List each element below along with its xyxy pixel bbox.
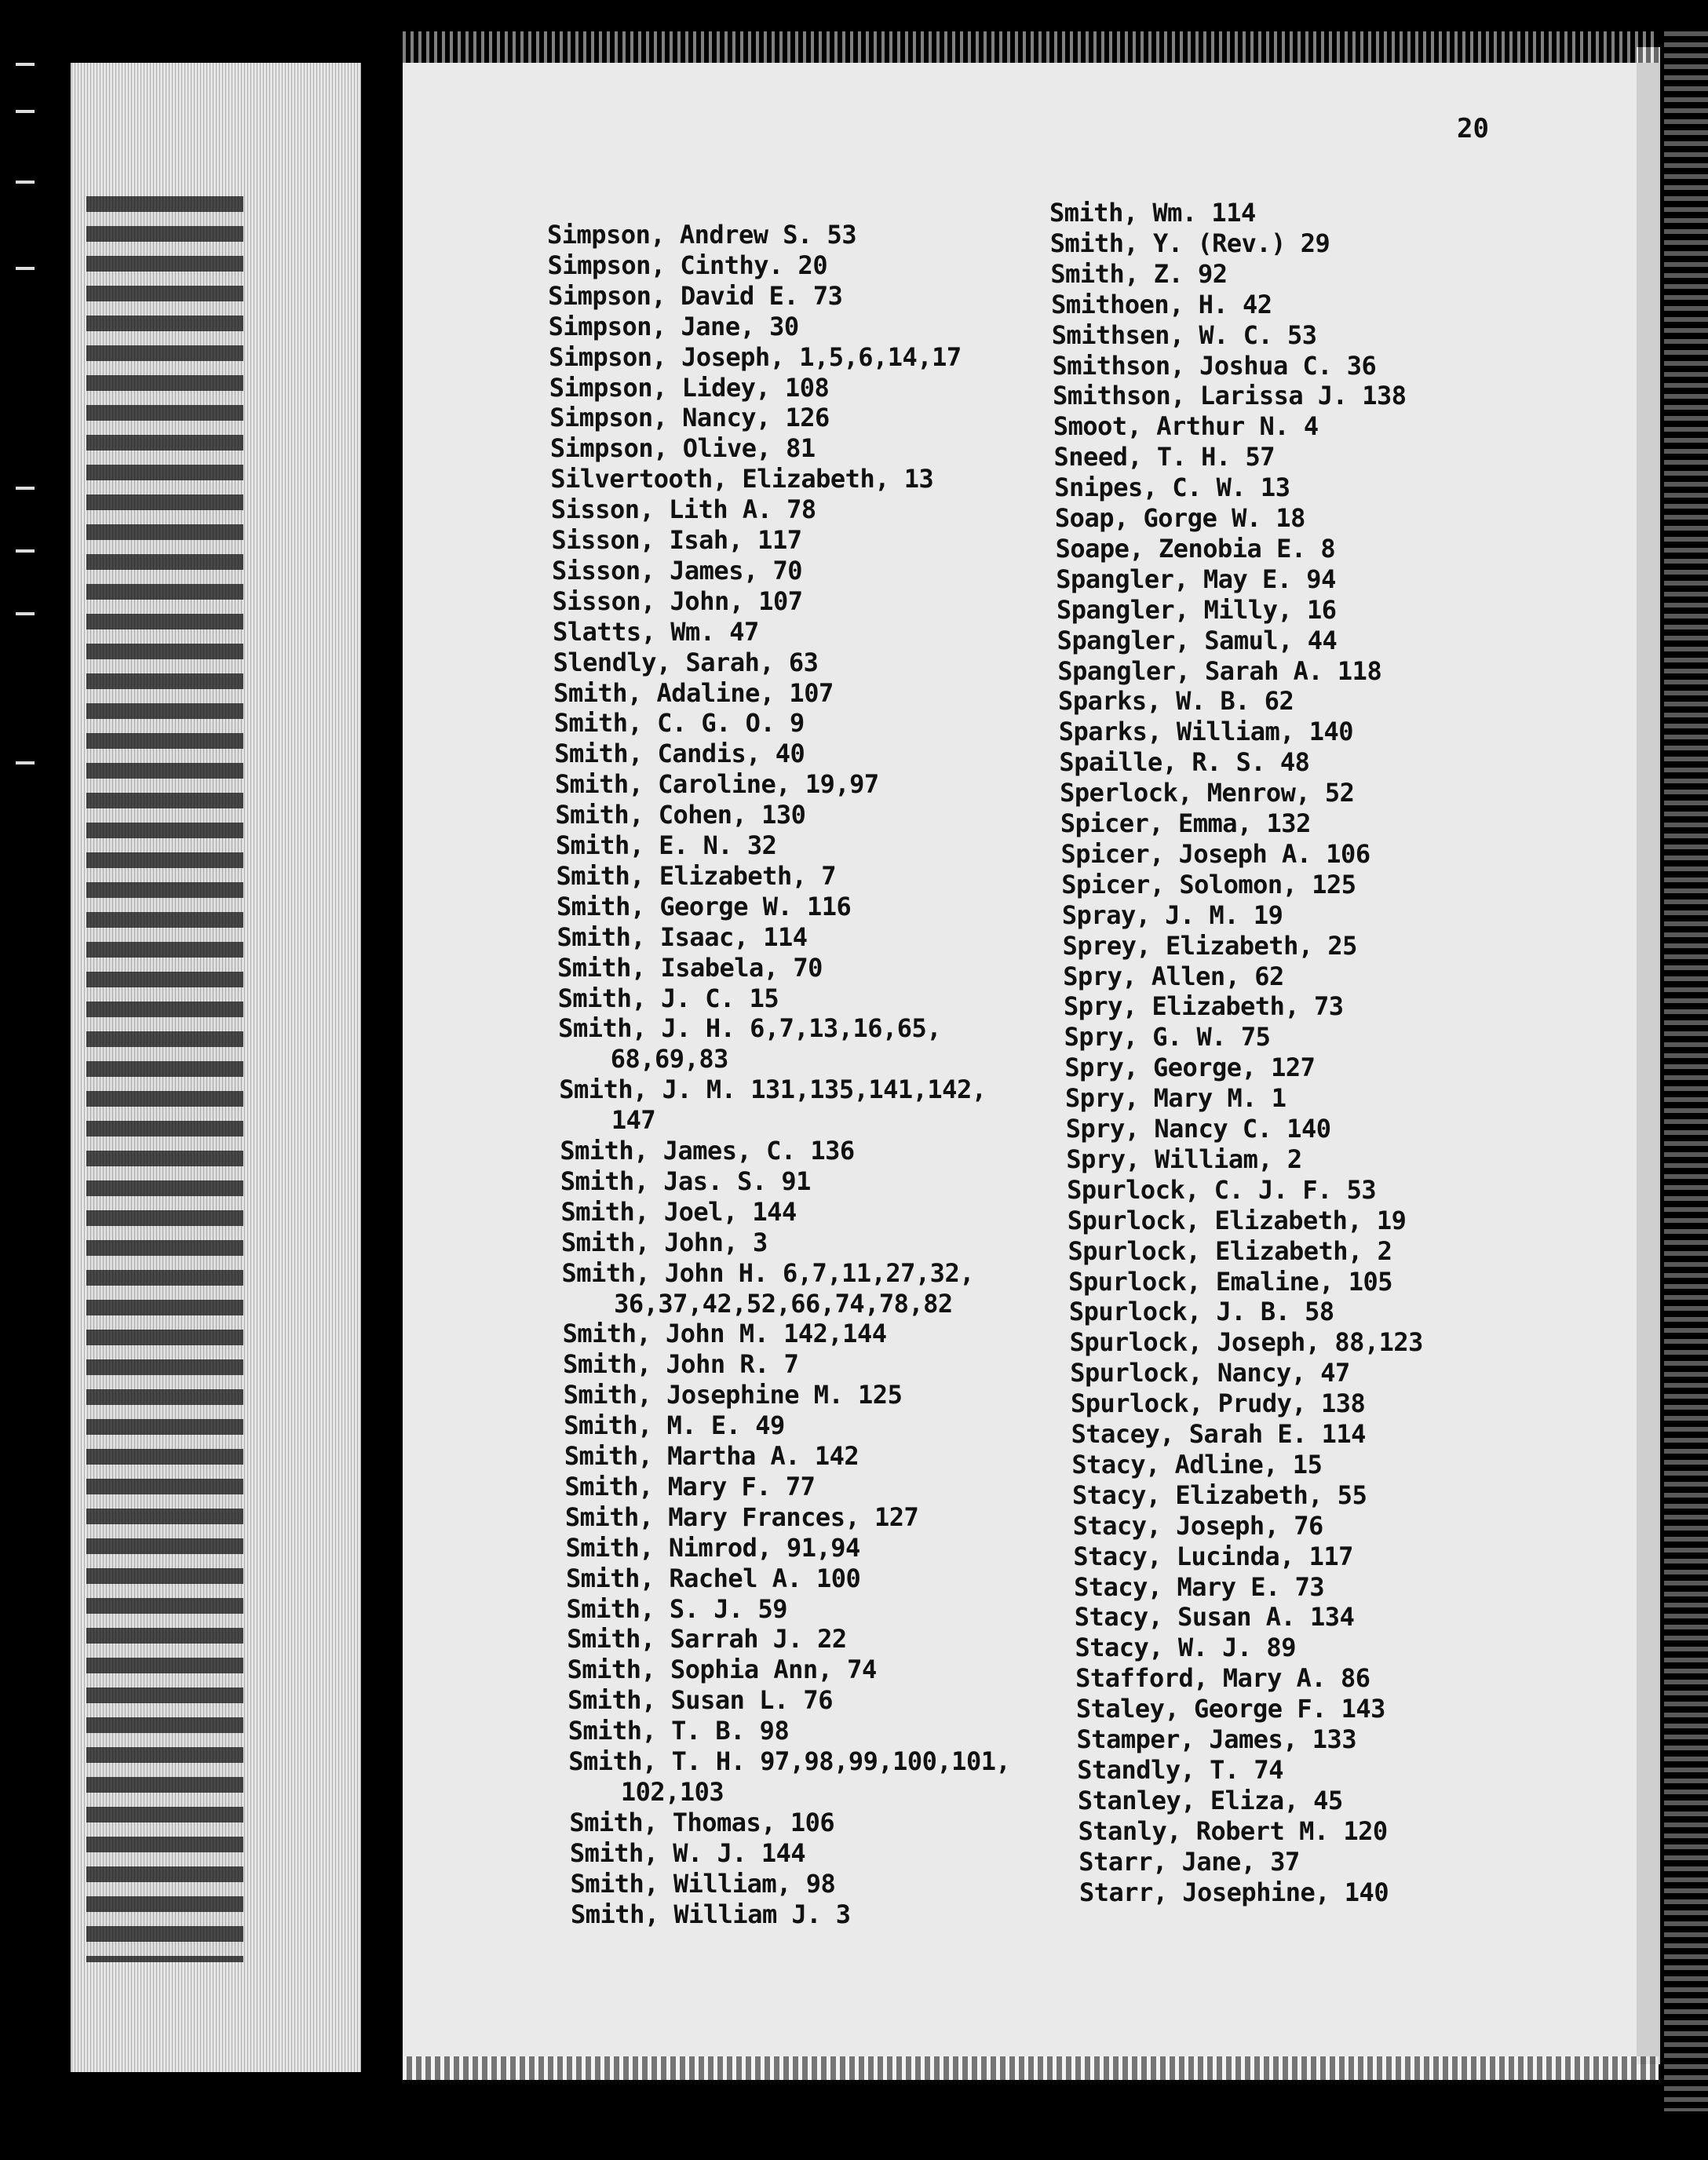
index-entry: Smith, Sarrah J. 22 bbox=[567, 1624, 847, 1655]
index-entry: Spry, Elizabeth, 73 bbox=[1063, 991, 1344, 1022]
index-entry: Spangler, May E. 94 bbox=[1056, 564, 1336, 594]
margin-tick bbox=[16, 487, 35, 490]
scan-noise-right bbox=[1664, 31, 1708, 2111]
index-entry: Smith, Y. (Rev.) 29 bbox=[1049, 228, 1330, 258]
page-number: 20 bbox=[1457, 113, 1489, 144]
margin-tick bbox=[16, 110, 35, 113]
page-edge bbox=[1637, 47, 1660, 2064]
index-entry: Simpson, Joseph, 1,5,6,14,17 bbox=[549, 341, 962, 372]
index-entry: Spurlock, Prudy, 138 bbox=[1070, 1388, 1366, 1419]
index-entry: Spangler, Milly, 16 bbox=[1056, 594, 1337, 625]
index-entry: Spurlock, Nancy, 47 bbox=[1070, 1358, 1350, 1388]
index-entry: Smith, Sophia Ann, 74 bbox=[567, 1655, 877, 1685]
index-entry: Starr, Jane, 37 bbox=[1078, 1846, 1300, 1877]
scan-noise-top bbox=[403, 31, 1659, 63]
index-entry: Stacy, Adline, 15 bbox=[1071, 1449, 1323, 1480]
margin-tick bbox=[16, 612, 35, 615]
index-entry: Smith, William J. 3 bbox=[571, 1899, 851, 1929]
index-entry: Smith, M. E. 49 bbox=[564, 1410, 785, 1441]
index-entry: Smith, C. G. O. 9 bbox=[553, 708, 805, 739]
index-entry: Smith, Jas. S. 91 bbox=[560, 1166, 811, 1196]
index-entry: Smithoen, H. 42 bbox=[1051, 289, 1272, 319]
index-entry: Smith, John H. 6,7,11,27,32, bbox=[561, 1257, 974, 1288]
index-entry: Smithsen, W. C. 53 bbox=[1051, 319, 1317, 350]
index-entry: Smith, Mary F. 77 bbox=[564, 1471, 816, 1501]
index-entry: Spurlock, Elizabeth, 19 bbox=[1067, 1205, 1407, 1235]
index-entry: Spurlock, Joseph, 88,123 bbox=[1069, 1327, 1423, 1358]
index-entry: Snipes, C. W. 13 bbox=[1054, 472, 1290, 503]
index-entry: Smith, Martha A. 142 bbox=[564, 1441, 859, 1471]
margin-tick bbox=[16, 267, 35, 270]
index-entry: Smith, John, 3 bbox=[561, 1227, 768, 1257]
index-entry: Sperlock, Menrow, 52 bbox=[1060, 778, 1355, 808]
margin-tick bbox=[16, 63, 35, 66]
index-entry: Spurlock, J. B. 58 bbox=[1068, 1297, 1334, 1327]
index-entry: Simpson, Jane, 30 bbox=[548, 311, 799, 341]
index-entry: Spangler, Sarah A. 118 bbox=[1057, 655, 1382, 686]
index-entry: Smith, James, C. 136 bbox=[560, 1136, 855, 1166]
index-entry: Spaille, R. S. 48 bbox=[1059, 747, 1310, 778]
index-entry: Smith, John R. 7 bbox=[563, 1349, 799, 1380]
index-entry: Spurlock, C. J. F. 53 bbox=[1067, 1174, 1377, 1205]
index-entry: 36,37,42,52,66,74,78,82 bbox=[614, 1288, 953, 1319]
index-entry: Spangler, Samul, 44 bbox=[1057, 625, 1338, 655]
index-entry: 68,69,83 bbox=[610, 1044, 728, 1075]
index-entry: Stanly, Robert M. 120 bbox=[1078, 1815, 1388, 1846]
index-entry: Spurlock, Elizabeth, 2 bbox=[1068, 1235, 1392, 1266]
index-entry: Smith, Candis, 40 bbox=[554, 739, 805, 769]
index-entry: Smith, Josephine M. 125 bbox=[563, 1380, 903, 1410]
index-entry: Silvertooth, Elizabeth, 13 bbox=[550, 464, 934, 494]
index-entry: Stacy, Lucinda, 117 bbox=[1073, 1541, 1353, 1571]
index-entry: Smith, T. H. 97,98,99,100,101, bbox=[568, 1746, 1011, 1776]
index-entry: Simpson, Olive, 81 bbox=[549, 433, 816, 464]
index-entry: Smith, Nimrod, 91,94 bbox=[565, 1532, 860, 1563]
index-entry: Smithson, Larissa J. 138 bbox=[1053, 381, 1407, 411]
margin-tick bbox=[16, 181, 35, 184]
index-entry: Smith, William, 98 bbox=[570, 1868, 836, 1899]
index-entry: Slatts, Wm. 47 bbox=[553, 616, 759, 647]
index-entry: Slendly, Sarah, 63 bbox=[553, 647, 819, 677]
index-entry: Stanley, Eliza, 45 bbox=[1077, 1785, 1343, 1815]
margin-tick bbox=[16, 549, 35, 553]
facing-page-text-bleed bbox=[86, 196, 243, 1962]
index-entry: Spry, Mary M. 1 bbox=[1065, 1083, 1286, 1114]
index-entry: Smith, Mary Frances, 127 bbox=[564, 1501, 919, 1532]
binding-gutter bbox=[369, 47, 404, 2088]
index-entry: Soape, Zenobia E. 8 bbox=[1055, 533, 1336, 564]
index-entry: Smith, W. J. 144 bbox=[569, 1837, 806, 1868]
index-entry: Spicer, Emma, 132 bbox=[1060, 808, 1311, 838]
index-entry: Spry, Nancy C. 140 bbox=[1065, 1114, 1331, 1144]
index-entry: Stafford, Mary A. 86 bbox=[1075, 1663, 1370, 1694]
index-entry: Smith, J. C. 15 bbox=[557, 983, 779, 1013]
index-entry: Spray, J. M. 19 bbox=[1061, 899, 1283, 930]
index-entry: Spicer, Joseph A. 106 bbox=[1060, 838, 1370, 869]
index-entry: Smith, Z. 92 bbox=[1050, 258, 1228, 289]
index-entry: Smith, Cohen, 130 bbox=[555, 800, 806, 830]
index-entry: Smith, Elizabeth, 7 bbox=[556, 860, 836, 891]
index-entry: Smith, Adaline, 107 bbox=[553, 677, 834, 708]
index-entry: Smithson, Joshua C. 36 bbox=[1052, 350, 1377, 381]
index-entry: 147 bbox=[611, 1105, 656, 1136]
index-entry: Sisson, James, 70 bbox=[552, 555, 803, 586]
index-entry: Stacy, Joseph, 76 bbox=[1072, 1510, 1323, 1541]
index-entry: Spry, Allen, 62 bbox=[1063, 961, 1284, 991]
index-entry: Stamper, James, 133 bbox=[1076, 1724, 1357, 1754]
index-entry: Spry, George, 127 bbox=[1064, 1053, 1316, 1083]
index-entry: Stacy, Elizabeth, 55 bbox=[1072, 1480, 1367, 1510]
index-entry: Smith, Wm. 114 bbox=[1049, 198, 1256, 228]
index-entry: Standly, T. 74 bbox=[1077, 1754, 1283, 1785]
margin-tick bbox=[16, 761, 35, 764]
index-entry: Smith, E. N. 32 bbox=[555, 830, 777, 860]
index-entry: Smith, John M. 142,144 bbox=[562, 1319, 887, 1349]
index-entry: Smith, Isaac, 114 bbox=[557, 921, 808, 952]
index-entry: Smith, Caroline, 19,97 bbox=[554, 769, 879, 800]
index-entry: Sprey, Elizabeth, 25 bbox=[1062, 930, 1357, 961]
index-entry: Smith, Joel, 144 bbox=[560, 1196, 797, 1227]
index-entry: Smith, Isabela, 70 bbox=[557, 952, 823, 983]
index-entry: Sparks, William, 140 bbox=[1058, 717, 1354, 747]
index-entry: Spicer, Solomon, 125 bbox=[1061, 869, 1356, 899]
index-entry: Simpson, Nancy, 126 bbox=[549, 403, 830, 433]
index-entry: Sparks, W. B. 62 bbox=[1058, 686, 1294, 717]
index-entry: Smith, T. B. 98 bbox=[568, 1716, 790, 1746]
index-entry: Smith, George W. 116 bbox=[557, 891, 852, 921]
index-entry: Simpson, Andrew S. 53 bbox=[547, 220, 857, 250]
index-entry: Stacy, Mary E. 73 bbox=[1074, 1571, 1325, 1602]
index-entry: Sneed, T. H. 57 bbox=[1053, 442, 1275, 472]
index-entry: 102,103 bbox=[620, 1776, 724, 1807]
index-entry: Stacey, Sarah E. 114 bbox=[1071, 1419, 1366, 1449]
index-entry: Smith, J. M. 131,135,141,142, bbox=[559, 1075, 987, 1105]
index-entry: Smoot, Arthur N. 4 bbox=[1053, 411, 1319, 442]
index-entry: Spry, William, 2 bbox=[1066, 1144, 1302, 1174]
index-entry: Stacy, Susan A. 134 bbox=[1074, 1602, 1355, 1633]
index-entry: Simpson, Cinthy. 20 bbox=[547, 250, 828, 280]
index-entry: Simpson, David E. 73 bbox=[548, 280, 843, 311]
index-entry: Staley, George F. 143 bbox=[1075, 1694, 1385, 1724]
index-entry: Sisson, Lith A. 78 bbox=[550, 494, 816, 525]
index-entry: Smith, Thomas, 106 bbox=[569, 1807, 835, 1837]
index-entry: Simpson, Lidey, 108 bbox=[549, 372, 830, 403]
index-entry: Sisson, Isah, 117 bbox=[551, 525, 802, 555]
index-entry: Sisson, John, 107 bbox=[552, 586, 803, 616]
index-entry: Smith, Rachel A. 100 bbox=[566, 1563, 861, 1593]
index-page bbox=[403, 63, 1659, 2080]
index-entry: Stacy, W. J. 89 bbox=[1075, 1633, 1296, 1663]
index-entry: Smith, S. J. 59 bbox=[566, 1593, 788, 1624]
scan-noise-bottom bbox=[403, 2056, 1659, 2080]
index-entry: Smith, Susan L. 76 bbox=[568, 1685, 833, 1716]
index-entry: Soap, Gorge W. 18 bbox=[1054, 503, 1305, 533]
index-entry: Spry, G. W. 75 bbox=[1064, 1022, 1271, 1053]
index-entry: Spurlock, Emaline, 105 bbox=[1068, 1266, 1393, 1297]
index-entry: Smith, J. H. 6,7,13,16,65, bbox=[558, 1013, 942, 1044]
index-entry: Starr, Josephine, 140 bbox=[1079, 1877, 1389, 1907]
